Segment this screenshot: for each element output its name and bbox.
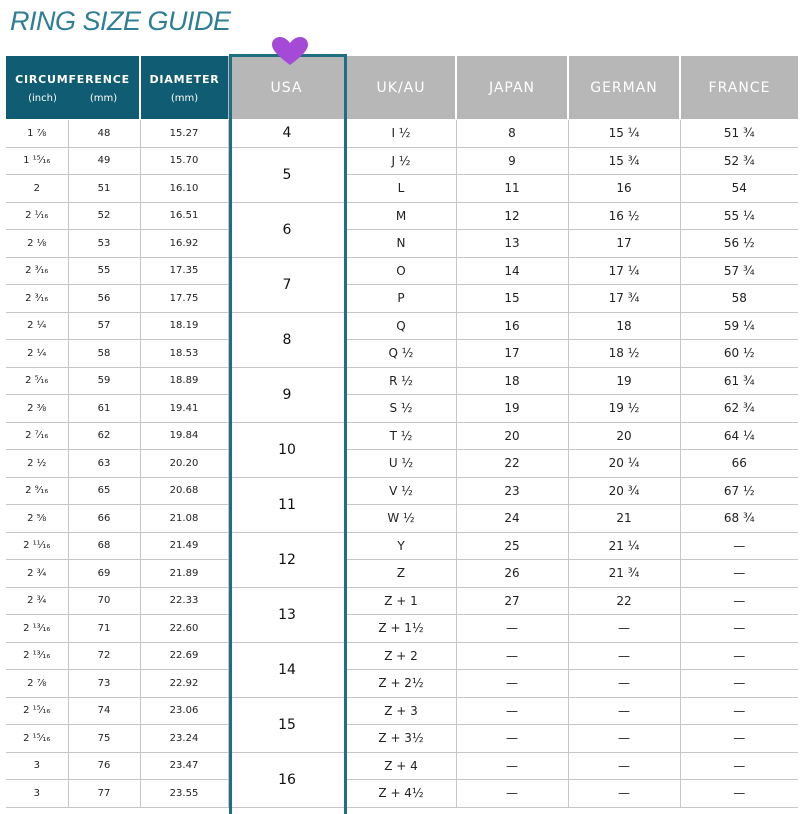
diameter-cell: 18.19 — [140, 312, 228, 340]
circumference-inch-cell: 2 ¹³⁄₁₆ — [6, 615, 68, 643]
circumference-mm-cell: 57 — [68, 312, 140, 340]
usa-size-cell: 9 — [228, 367, 346, 422]
circumference-inch-cell: 2 ¾ — [6, 587, 68, 615]
german-size-cell: 21 ¼ — [568, 532, 680, 560]
diameter-cell: 18.53 — [140, 340, 228, 368]
france-size-cell: 68 ¾ — [680, 505, 798, 533]
japan-size-cell: 23 — [456, 477, 568, 505]
japan-size-cell: 18 — [456, 367, 568, 395]
japan-size-cell: 14 — [456, 257, 568, 285]
german-size-cell: 17 — [568, 230, 680, 258]
table-row — [6, 450, 798, 478]
circumference-inch-cell: 2 ¹⁄₁₆ — [6, 202, 68, 230]
circumference-mm-cell: 69 — [68, 560, 140, 588]
usa-size-cell: 4 — [228, 120, 346, 148]
france-size-cell: 52 ¾ — [680, 147, 798, 175]
table-row — [6, 587, 798, 615]
ukau-size-cell: U ½ — [346, 450, 456, 478]
ukau-size-cell: N — [346, 230, 456, 258]
circumference-inch-cell: 2 ¹³⁄₁₆ — [6, 642, 68, 670]
japan-size-cell: 8 — [456, 120, 568, 148]
usa-size-cell: 8 — [228, 312, 346, 367]
ukau-size-cell: L — [346, 175, 456, 203]
diameter-cell: 15.70 — [140, 147, 228, 175]
header-circumference-label: CIRCUMFERENCE — [15, 72, 130, 86]
japan-size-cell: 15 — [456, 285, 568, 313]
usa-size-cell: 15 — [228, 697, 346, 752]
heart-icon — [270, 36, 310, 66]
circumference-inch-cell: 2 ¼ — [6, 312, 68, 340]
circumference-mm-cell: 75 — [68, 725, 140, 753]
circumference-inch-cell: 1 ¹⁵⁄₁₆ — [6, 147, 68, 175]
table-row — [6, 312, 798, 340]
table-row — [6, 642, 798, 670]
header-diameter-label: DIAMETER — [149, 72, 220, 86]
france-size-cell: — — [680, 725, 798, 753]
german-size-cell: — — [568, 752, 680, 780]
ukau-size-cell: R ½ — [346, 367, 456, 395]
table-row — [6, 505, 798, 533]
japan-size-cell: 17 — [456, 340, 568, 368]
german-size-cell: 21 — [568, 505, 680, 533]
german-size-cell: — — [568, 670, 680, 698]
circumference-inch-cell: 2 ⅞ — [6, 670, 68, 698]
japan-size-cell: — — [456, 642, 568, 670]
usa-size-cell: 14 — [228, 642, 346, 697]
circumference-mm-cell: 72 — [68, 642, 140, 670]
table-row — [6, 670, 798, 698]
header-france: FRANCE — [680, 56, 798, 120]
usa-size-cell: 10 — [228, 422, 346, 477]
diameter-cell: 20.68 — [140, 477, 228, 505]
header-inch-label: (inch) — [28, 92, 57, 104]
circumference-inch-cell: 2 ⅜ — [6, 395, 68, 423]
diameter-cell: 19.41 — [140, 395, 228, 423]
german-size-cell: 15 ¼ — [568, 120, 680, 148]
ukau-size-cell: Z + 4½ — [346, 780, 456, 808]
table-row — [6, 147, 798, 175]
ukau-size-cell: J ½ — [346, 147, 456, 175]
ukau-size-cell: V ½ — [346, 477, 456, 505]
france-size-cell: 66 — [680, 450, 798, 478]
ukau-size-cell: Z + 3 — [346, 697, 456, 725]
ukau-size-cell: Z + 4 — [346, 752, 456, 780]
france-size-cell: — — [680, 532, 798, 560]
german-size-cell: — — [568, 725, 680, 753]
japan-size-cell: 20 — [456, 422, 568, 450]
table-row — [6, 752, 798, 780]
japan-size-cell: 19 — [456, 395, 568, 423]
table-row — [6, 560, 798, 588]
france-size-cell: 56 ½ — [680, 230, 798, 258]
circumference-mm-cell: 76 — [68, 752, 140, 780]
usa-size-cell: 13 — [228, 587, 346, 642]
diameter-cell: 23.24 — [140, 725, 228, 753]
japan-size-cell: 27 — [456, 587, 568, 615]
france-size-cell: — — [680, 587, 798, 615]
france-size-cell: — — [680, 560, 798, 588]
german-size-cell: 16 ½ — [568, 202, 680, 230]
diameter-cell: 16.10 — [140, 175, 228, 203]
table-row — [6, 615, 798, 643]
japan-size-cell: — — [456, 670, 568, 698]
header-japan: JAPAN — [456, 56, 568, 120]
circumference-mm-cell: 73 — [68, 670, 140, 698]
ukau-size-cell: Z + 3½ — [346, 725, 456, 753]
circumference-inch-cell: 2 ³⁄₁₆ — [6, 285, 68, 313]
japan-size-cell: 9 — [456, 147, 568, 175]
france-size-cell: 57 ¾ — [680, 257, 798, 285]
diameter-cell: 23.47 — [140, 752, 228, 780]
circumference-inch-cell: 2 ¼ — [6, 340, 68, 368]
circumference-mm-cell: 71 — [68, 615, 140, 643]
diameter-cell: 18.89 — [140, 367, 228, 395]
circumference-inch-cell: 2 — [6, 175, 68, 203]
circumference-mm-cell: 70 — [68, 587, 140, 615]
german-size-cell: — — [568, 697, 680, 725]
circumference-inch-cell: 2 ¾ — [6, 560, 68, 588]
france-size-cell: 51 ¾ — [680, 120, 798, 148]
diameter-cell: 17.35 — [140, 257, 228, 285]
ukau-size-cell: Z + 2½ — [346, 670, 456, 698]
diameter-cell: 19.84 — [140, 422, 228, 450]
ukau-size-cell: W ½ — [346, 505, 456, 533]
japan-size-cell: — — [456, 725, 568, 753]
ukau-size-cell: Z — [346, 560, 456, 588]
diameter-cell: 20.20 — [140, 450, 228, 478]
table-row — [6, 395, 798, 423]
ukau-size-cell: Q ½ — [346, 340, 456, 368]
diameter-cell: 21.08 — [140, 505, 228, 533]
ukau-size-cell: O — [346, 257, 456, 285]
usa-size-cell: 5 — [228, 147, 346, 202]
circumference-mm-cell: 55 — [68, 257, 140, 285]
ukau-size-cell: P — [346, 285, 456, 313]
circumference-inch-cell: 3 — [6, 752, 68, 780]
table-row — [6, 340, 798, 368]
usa-size-cell: 12 — [228, 532, 346, 587]
german-size-cell: 18 ½ — [568, 340, 680, 368]
japan-size-cell: 12 — [456, 202, 568, 230]
france-size-cell: — — [680, 752, 798, 780]
ukau-size-cell: Z + 2 — [346, 642, 456, 670]
japan-size-cell: — — [456, 780, 568, 808]
circumference-mm-cell: 59 — [68, 367, 140, 395]
france-size-cell: — — [680, 670, 798, 698]
circumference-inch-cell: 2 ⅝ — [6, 505, 68, 533]
german-size-cell: 20 — [568, 422, 680, 450]
japan-size-cell: 26 — [456, 560, 568, 588]
ukau-size-cell: T ½ — [346, 422, 456, 450]
header-diameter-mm-label: (mm) — [170, 92, 199, 104]
table-body — [6, 120, 798, 808]
german-size-cell: 20 ¾ — [568, 477, 680, 505]
france-size-cell: 64 ¼ — [680, 422, 798, 450]
circumference-mm-cell: 74 — [68, 697, 140, 725]
ukau-size-cell: I ½ — [346, 120, 456, 148]
circumference-inch-cell: 2 ⁵⁄₁₆ — [6, 367, 68, 395]
table-row — [6, 175, 798, 203]
circumference-mm-cell: 68 — [68, 532, 140, 560]
circumference-mm-cell: 66 — [68, 505, 140, 533]
ukau-size-cell: Q — [346, 312, 456, 340]
table-row — [6, 780, 798, 808]
circumference-inch-cell: 2 ¹¹⁄₁₆ — [6, 532, 68, 560]
circumference-mm-cell: 48 — [68, 120, 140, 148]
france-size-cell: — — [680, 615, 798, 643]
circumference-mm-cell: 58 — [68, 340, 140, 368]
france-size-cell: 61 ¾ — [680, 367, 798, 395]
table-row — [6, 230, 798, 258]
table-row — [6, 532, 798, 560]
circumference-inch-cell: 2 ¹⁵⁄₁₆ — [6, 697, 68, 725]
diameter-cell: 21.49 — [140, 532, 228, 560]
table-row — [6, 477, 798, 505]
japan-size-cell: 25 — [456, 532, 568, 560]
usa-size-cell: 11 — [228, 477, 346, 532]
circumference-inch-cell: 3 — [6, 780, 68, 808]
table-row — [6, 257, 798, 285]
france-size-cell: 62 ¾ — [680, 395, 798, 423]
page-title: RING SIZE GUIDE — [10, 6, 231, 36]
circumference-mm-cell: 56 — [68, 285, 140, 313]
france-size-cell: — — [680, 780, 798, 808]
circumference-inch-cell: 2 ¹⁵⁄₁₆ — [6, 725, 68, 753]
table-row — [6, 697, 798, 725]
circumference-mm-cell: 49 — [68, 147, 140, 175]
japan-size-cell: 16 — [456, 312, 568, 340]
german-size-cell: 15 ¾ — [568, 147, 680, 175]
diameter-cell: 15.27 — [140, 120, 228, 148]
diameter-cell: 16.92 — [140, 230, 228, 258]
circumference-inch-cell: 1 ⅞ — [6, 120, 68, 148]
circumference-inch-cell: 2 ½ — [6, 450, 68, 478]
ukau-size-cell: Z + 1½ — [346, 615, 456, 643]
table-row — [6, 367, 798, 395]
circumference-mm-cell: 51 — [68, 175, 140, 203]
circumference-mm-cell: 65 — [68, 477, 140, 505]
german-size-cell: 19 ½ — [568, 395, 680, 423]
japan-size-cell: 24 — [456, 505, 568, 533]
german-size-cell: 20 ¼ — [568, 450, 680, 478]
france-size-cell: 59 ¼ — [680, 312, 798, 340]
table-row — [6, 422, 798, 450]
german-size-cell: 21 ¾ — [568, 560, 680, 588]
france-size-cell: 55 ¼ — [680, 202, 798, 230]
table-row — [6, 725, 798, 753]
header-row — [6, 56, 798, 120]
japan-size-cell: — — [456, 615, 568, 643]
japan-size-cell: — — [456, 697, 568, 725]
diameter-cell: 17.75 — [140, 285, 228, 313]
france-size-cell: — — [680, 697, 798, 725]
table-row — [6, 120, 798, 148]
diameter-cell: 22.33 — [140, 587, 228, 615]
german-size-cell: 17 ¼ — [568, 257, 680, 285]
diameter-cell: 16.51 — [140, 202, 228, 230]
german-size-cell: — — [568, 615, 680, 643]
circumference-mm-cell: 52 — [68, 202, 140, 230]
german-size-cell: 16 — [568, 175, 680, 203]
german-size-cell: 22 — [568, 587, 680, 615]
header-mm-label: (mm) — [89, 92, 118, 104]
header-circumference — [6, 56, 140, 120]
france-size-cell: 60 ½ — [680, 340, 798, 368]
ring-size-table — [6, 56, 798, 808]
german-size-cell: 19 — [568, 367, 680, 395]
usa-size-cell: 16 — [228, 752, 346, 807]
german-size-cell: — — [568, 642, 680, 670]
japan-size-cell: 13 — [456, 230, 568, 258]
france-size-cell: — — [680, 642, 798, 670]
header-german: GERMAN — [568, 56, 680, 120]
diameter-cell: 23.06 — [140, 697, 228, 725]
circumference-inch-cell: 2 ⅛ — [6, 230, 68, 258]
circumference-mm-cell: 77 — [68, 780, 140, 808]
france-size-cell: 58 — [680, 285, 798, 313]
diameter-cell: 21.89 — [140, 560, 228, 588]
circumference-mm-cell: 61 — [68, 395, 140, 423]
header-ukau: UK/AU — [346, 56, 456, 120]
circumference-mm-cell: 63 — [68, 450, 140, 478]
german-size-cell: 17 ¾ — [568, 285, 680, 313]
circumference-inch-cell: 2 ⁹⁄₁₆ — [6, 477, 68, 505]
circumference-inch-cell: 2 ³⁄₁₆ — [6, 257, 68, 285]
diameter-cell: 22.69 — [140, 642, 228, 670]
japan-size-cell: 22 — [456, 450, 568, 478]
usa-size-cell: 7 — [228, 257, 346, 312]
table-row — [6, 202, 798, 230]
diameter-cell: 22.60 — [140, 615, 228, 643]
circumference-mm-cell: 53 — [68, 230, 140, 258]
japan-size-cell: 11 — [456, 175, 568, 203]
ukau-size-cell: Z + 1 — [346, 587, 456, 615]
diameter-cell: 23.55 — [140, 780, 228, 808]
france-size-cell: 67 ½ — [680, 477, 798, 505]
usa-size-cell: 6 — [228, 202, 346, 257]
header-diameter — [140, 56, 228, 120]
circumference-mm-cell: 62 — [68, 422, 140, 450]
table-row — [6, 285, 798, 313]
german-size-cell: 18 — [568, 312, 680, 340]
german-size-cell: — — [568, 780, 680, 808]
ukau-size-cell: Y — [346, 532, 456, 560]
header-usa: USA — [228, 56, 346, 120]
ukau-size-cell: S ½ — [346, 395, 456, 423]
diameter-cell: 22.92 — [140, 670, 228, 698]
france-size-cell: 54 — [680, 175, 798, 203]
ukau-size-cell: M — [346, 202, 456, 230]
circumference-inch-cell: 2 ⁷⁄₁₆ — [6, 422, 68, 450]
japan-size-cell: — — [456, 752, 568, 780]
